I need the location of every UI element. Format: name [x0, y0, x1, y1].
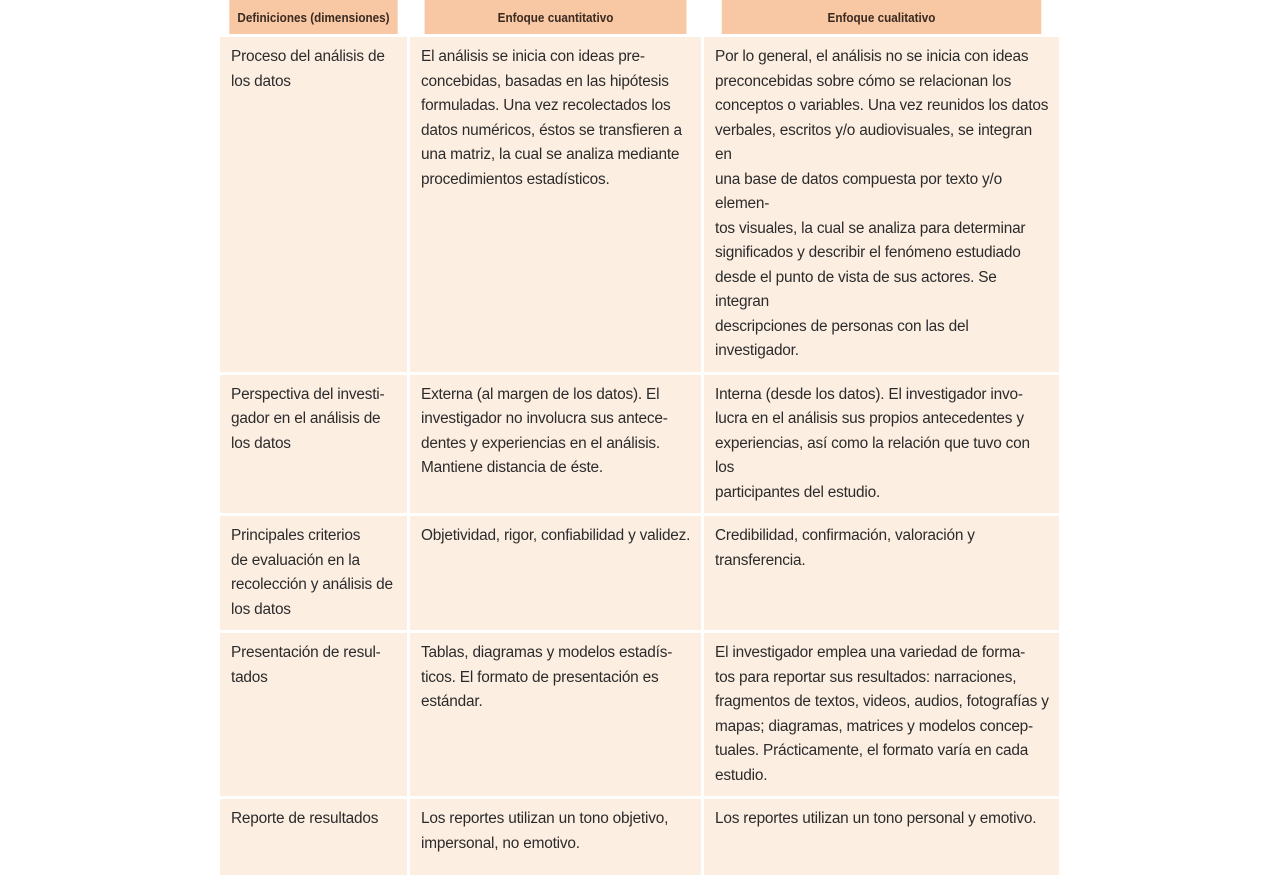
comparison-table [217, 0, 1062, 878]
qualitative-cell: Por lo general, el análisis no se inicia con ideas preconcebidas sobre cómo se relacionan los conceptos o variables. Una vez reunidos los datos verbales, escritos y/o audiovisuales, se integran en una base de datos compuesta por texto y/o elemen- tos visuales, la cual se analiza para determinar significados y describir el fenómeno estudiado desde el punto de vista de sus actores. Se integran descripciones de personas con las del investigador. [704, 37, 1059, 372]
table-row [220, 633, 1059, 796]
qualitative-cell: Interna (desde los datos). El investigador invo- lucra en el análisis sus propios antecedentes y experiencias, así como la relación que tuvo con los participantes del estudio. [704, 375, 1059, 514]
dimension-cell: Presentación de resul- tados [220, 633, 407, 796]
quantitative-cell: Objetividad, rigor, confiabilidad y validez. [410, 516, 701, 630]
qualitative-cell: Los reportes utilizan un tono personal y emotivo. [704, 799, 1059, 875]
quantitative-cell: Tablas, diagramas y modelos estadís- ticos. El formato de presentación es estándar. [410, 633, 701, 796]
table-row [220, 37, 1059, 372]
dimension-cell: Reporte de resultados [220, 799, 407, 875]
qualitative-cell: El investigador emplea una variedad de forma- tos para reportar sus resultados: narraciones, fragmentos de textos, videos, audios, fotografías y mapas; diagramas, matrices y modelos concep- tuales. Prácticamente, el formato varía en cada estudio. [704, 633, 1059, 796]
header-qualitative: Enfoque cualitativo [722, 0, 1042, 34]
header-row [220, 0, 1059, 34]
qualitative-cell: Credibilidad, confirmación, valoración y transferencia. [704, 516, 1059, 630]
quantitative-cell: El análisis se inicia con ideas pre- concebidas, basadas en las hipótesis formuladas. Una vez recolectados los datos numéricos, éstos se transfieren a una matriz, la cual se analiza mediante procedimientos estadísticos. [410, 37, 701, 372]
header-dimensions: Definiciones (dimensiones) [229, 0, 397, 34]
dimension-cell: Principales criterios de evaluación en la recolección y análisis de los datos [220, 516, 407, 630]
quantitative-cell: Los reportes utilizan un tono objetivo, impersonal, no emotivo. [410, 799, 701, 875]
comparison-table-container [220, 0, 1059, 852]
dimension-cell: Perspectiva del investi- gador en el análisis de los datos [220, 375, 407, 514]
table-row [220, 375, 1059, 514]
table-row [220, 516, 1059, 630]
table-row [220, 799, 1059, 875]
header-quantitative: Enfoque cuantitativo [425, 0, 687, 34]
dimension-cell: Proceso del análisis de los datos [220, 37, 407, 372]
quantitative-cell: Externa (al margen de los datos). El investigador no involucra sus antece- dentes y experiencias en el análisis. Mantiene distancia de éste. [410, 375, 701, 514]
